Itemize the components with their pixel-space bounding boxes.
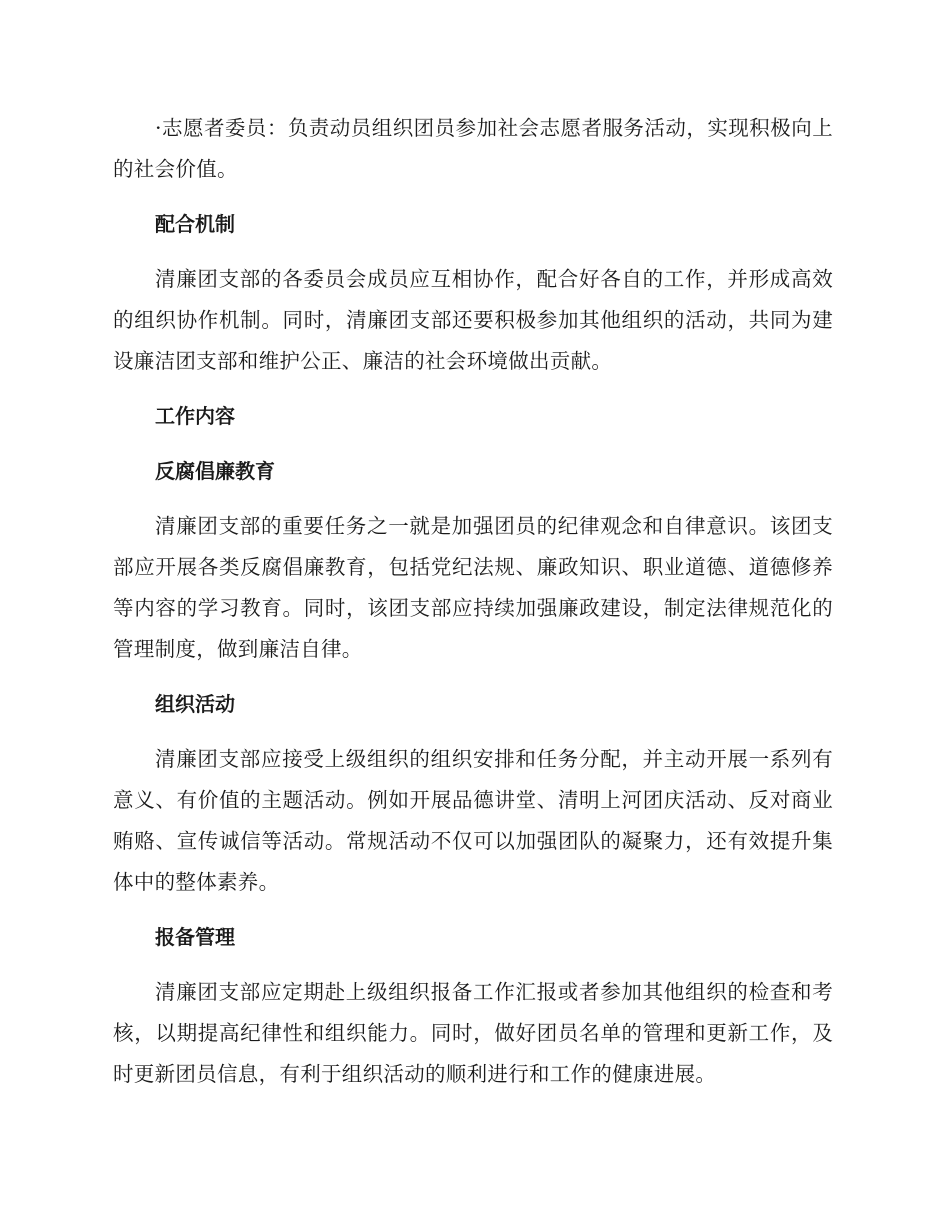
heading-filing-management: 报备管理: [155, 925, 235, 949]
heading-work-content: 工作内容: [155, 404, 235, 428]
paragraph-volunteer-committee: ·志愿者委员：负责动员组织团员参加社会志愿者服务活动，实现积极向上的社会价值。: [113, 116, 833, 181]
document-content: [113, 108, 833, 1109]
paragraph-filing: 清廉团支部应定期赴上级组织报备工作汇报或者参加其他组织的检查和考核，以期提高纪律性和组织能力。同时，做好团员名单的管理和更新工作，及时更新团员信息，有利于组织活动的顺利进行和工作的健康进展。: [113, 980, 833, 1086]
paragraph-cooperation: 清廉团支部的各委员会成员应互相协作，配合好各自的工作，并形成高效的组织协作机制。同时，清廉团支部还要积极参加其他组织的活动，共同为建设廉洁团支部和维护公正、廉洁的社会环境做出贡献。: [113, 267, 833, 373]
paragraph-anti-corruption: 清廉团支部的重要任务之一就是加强团员的纪律观念和自律意识。该团支部应开展各类反腐倡廉教育，包括党纪法规、廉政知识、职业道德、道德修养等内容的学习教育。同时，该团支部应持续加强廉政建设，制定法律规范化的管理制度，做到廉洁自律。: [113, 514, 833, 661]
heading-cooperation-mechanism: 配合机制: [155, 212, 235, 236]
paragraph-activities: 清廉团支部应接受上级组织的组织安排和任务分配，并主动开展一系列有意义、有价值的主题活动。例如开展品德讲堂、清明上河团庆活动、反对商业贿赂、宣传诚信等活动。常规活动不仅可以加强团队的凝聚力，还有效提升集体中的整体素养。: [113, 747, 833, 894]
heading-anti-corruption-education: 反腐倡廉教育: [155, 459, 275, 483]
heading-organize-activities: 组织活动: [155, 692, 235, 716]
